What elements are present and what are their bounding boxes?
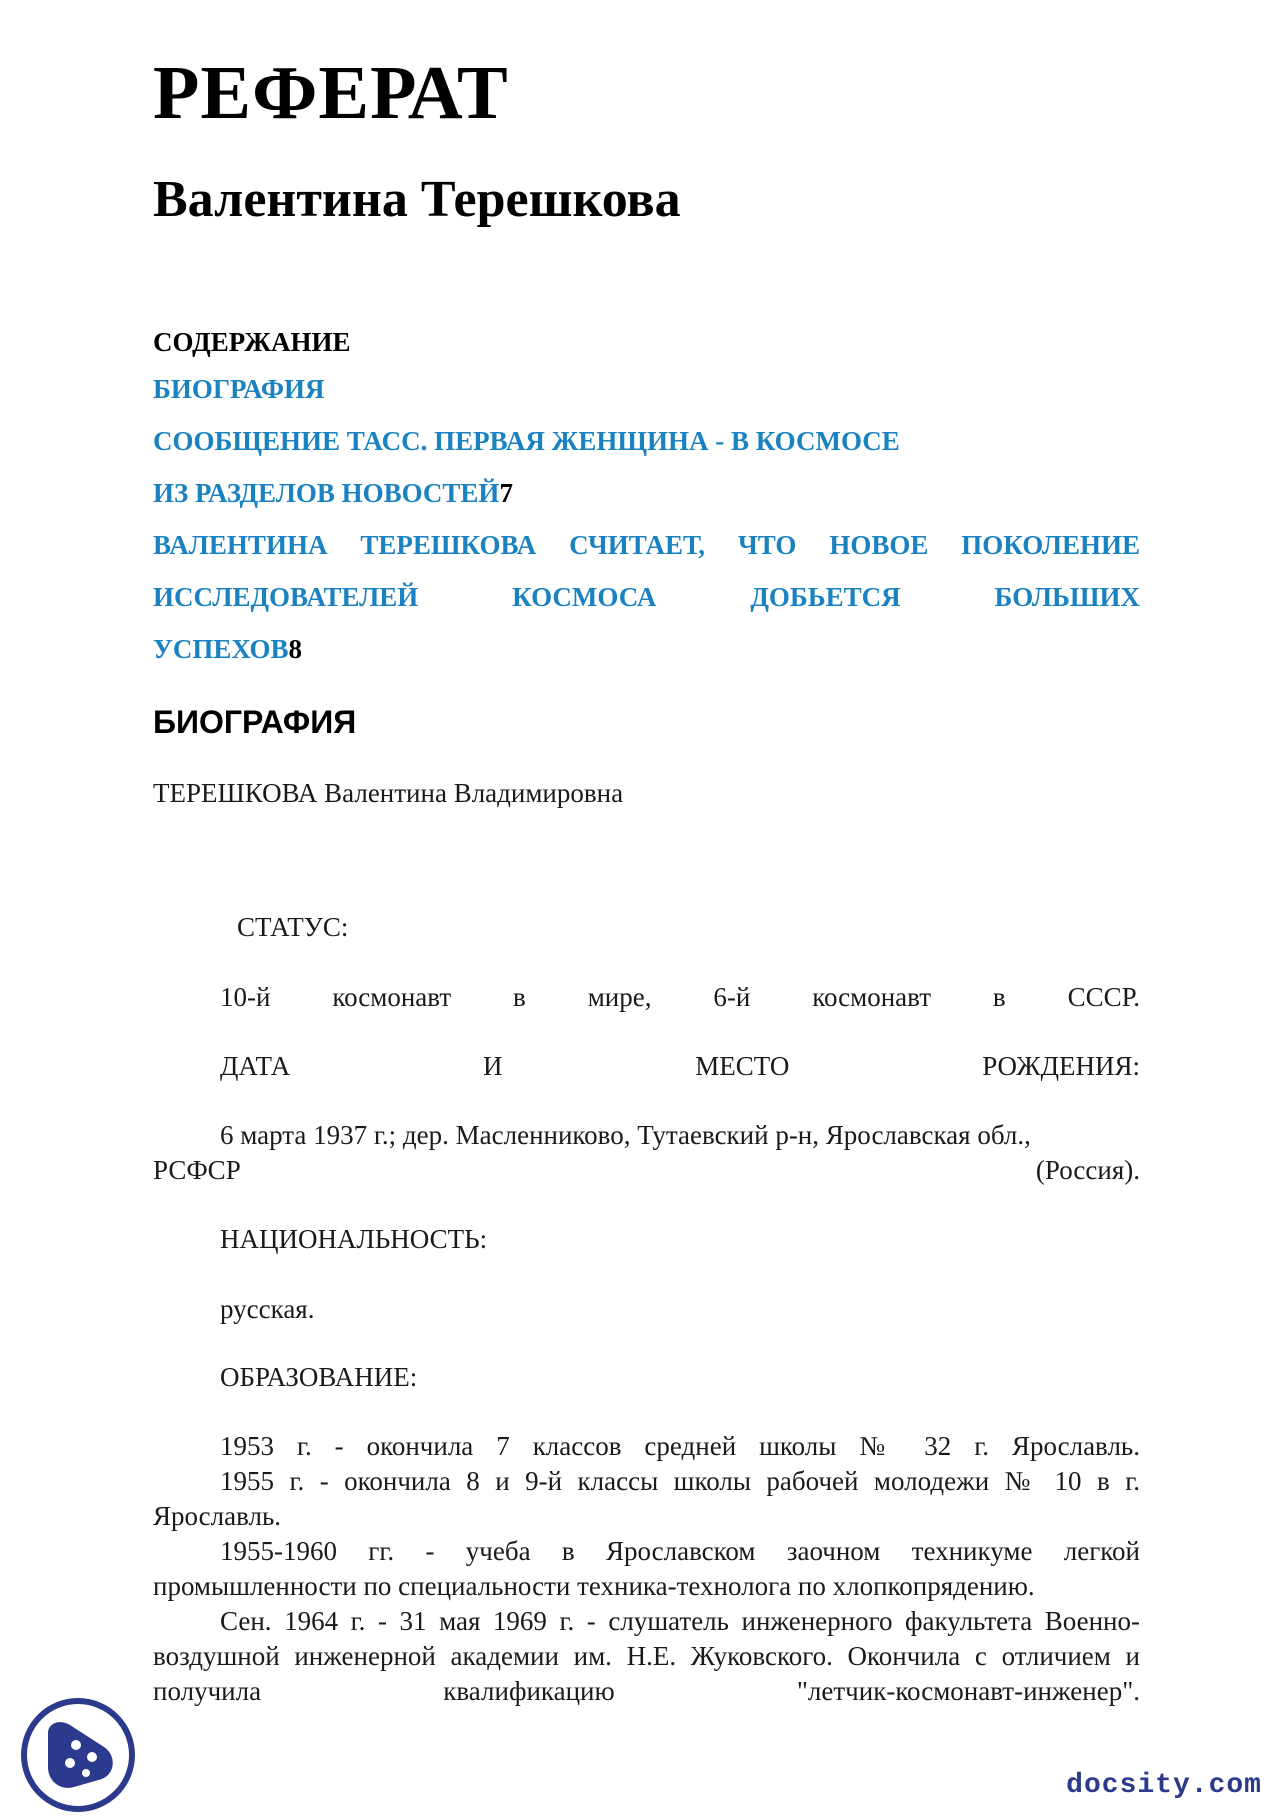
toc-link-label: СООБЩЕНИЕ ТАСС. ПЕРВАЯ ЖЕНЩИНА - В КОСМОСЕ — [153, 426, 900, 456]
docsity-watermark[interactable]: docsity.com — [1066, 1770, 1262, 1801]
full-name: ТЕРЕШКОВА Валентина Владимировна — [153, 778, 624, 808]
birth-label: ДАТА И МЕСТО РОЖДЕНИЯ: — [220, 1051, 1140, 1081]
education-entry: 1955 г. - окончила 8 и 9-й классы школы рабочей молодежи № 10 в г. Ярославль. — [153, 1466, 1140, 1531]
docsity-logo-icon[interactable] — [18, 1695, 138, 1815]
birth-value-line1: 6 марта 1937 г.; дер. Масленниково, Тутаевский р-н, Ярославская обл., — [220, 1120, 1031, 1150]
document-subtitle: Валентина Терешкова — [153, 171, 681, 228]
nationality-value: русская. — [220, 1294, 315, 1324]
toc-link-new-generation[interactable] — [153, 519, 1140, 675]
birth-value — [153, 1118, 1140, 1188]
toc-link-label-line3: УСПЕХОВ — [153, 634, 289, 664]
toc-page-number: 7 — [499, 478, 513, 508]
toc-link-biography[interactable] — [153, 363, 1140, 415]
toc-link-label: ИЗ РАЗДЕЛОВ НОВОСТЕЙ — [153, 478, 500, 508]
document-title: РЕФЕРАТ — [153, 51, 509, 135]
education-list — [153, 1429, 1140, 1709]
toc-link-tass-message[interactable] — [153, 415, 1140, 467]
toc-link-label-line1: ВАЛЕНТИНА ТЕРЕШКОВА СЧИТАЕТ, ЧТО НОВОЕ ПОКОЛЕНИЕ — [153, 530, 1140, 560]
education-entry: 1953 г. - окончила 7 классов средней школы № 32 г. Ярославль. — [220, 1431, 1140, 1461]
toc-link-label: БИОГРАФИЯ — [153, 374, 325, 404]
education-entry: 1955-1960 гг. - учеба в Ярославском заочном техникуме легкой промышленности по специальности техника-технолога по хлопкопрядению. — [153, 1536, 1140, 1601]
toc-link-label-line2: ИССЛЕДОВАТЕЛЕЙ КОСМОСА ДОБЬЕТСЯ БОЛЬШИХ — [153, 582, 1140, 612]
birth-value-line2-left: РСФСР — [153, 1155, 241, 1185]
toc-page-number: 8 — [288, 634, 302, 664]
birth-value-line2 — [153, 1153, 1140, 1188]
toc-link-news[interactable] — [153, 467, 1140, 519]
education-label: ОБРАЗОВАНИЕ: — [220, 1362, 418, 1392]
birth-value-line2-right: (Россия). — [1035, 1155, 1140, 1185]
education-entry: Сен. 1964 г. - 31 мая 1969 г. - слушатель инженерного факультета Военно-воздушной инженерной академии им. Н.Е. Жуковского. Окончила с отличием и получила квалификацию "летчик-космонавт-инженер". — [153, 1606, 1140, 1706]
status-label: СТАТУС: — [237, 912, 349, 942]
status-value: 10-й космонавт в мире, 6-й космонавт в СССР. — [220, 982, 1140, 1012]
toc-heading: СОДЕРЖАНИЕ — [153, 327, 351, 357]
biography-heading: БИОГРАФИЯ — [153, 704, 357, 740]
nationality-label: НАЦИОНАЛЬНОСТЬ: — [220, 1224, 488, 1254]
table-of-contents — [153, 363, 1140, 675]
